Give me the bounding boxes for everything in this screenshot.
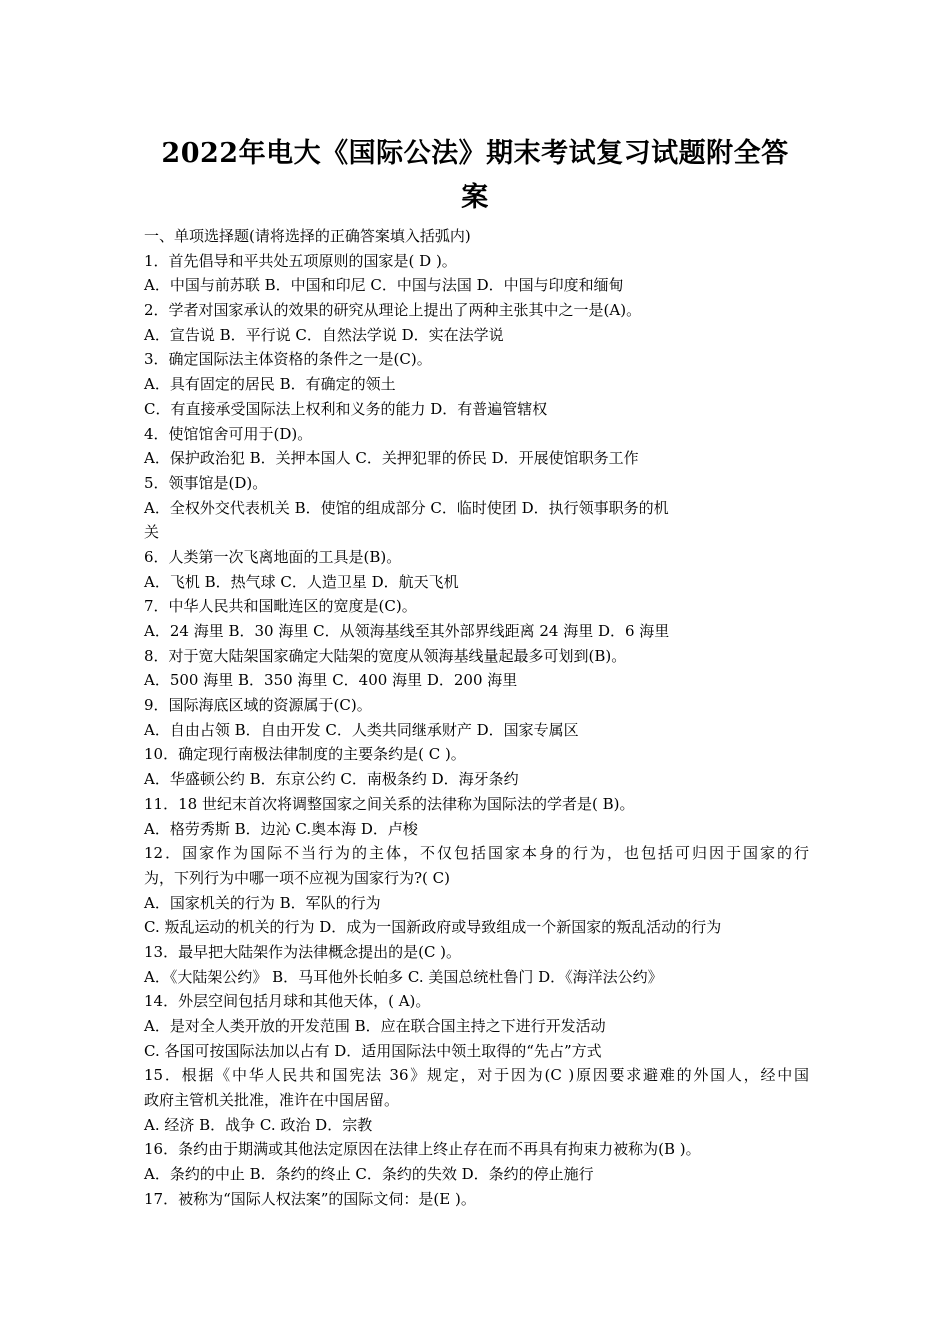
question-13: 13．最早把大陆架作为法律概念提出的是(C )。 — [144, 942, 462, 961]
question-2: 2．学者对国家承认的效果的研究从理论上提出了两种主张其中之一是(A)。 — [144, 301, 642, 320]
question-7-options: A．24 海里 B．30 海里 C．从领海基线至其外部界线距离 24 海里 D．6 海里 — [144, 622, 670, 640]
title-line-1: 2022年电大《国际公法》期末考试复习试题附全答 — [161, 138, 789, 169]
title-line-2: 案 — [461, 182, 489, 213]
question-10: 10．确定现行南极法律制度的主要条约是( C )。 — [144, 745, 466, 764]
question-7: 7．中华人民共和国毗连区的宽度是(C)。 — [144, 597, 417, 616]
question-4-options: A．保护政治犯 B．关押本国人 C．关押犯罪的侨民 D．开展使馆职务工作 — [144, 449, 639, 468]
question-11: 11．18 世纪末首次将调整国家之间关系的法律称为国际法的学者是( B)。 — [144, 794, 635, 813]
question-6: 6．人类第一次飞离地面的工具是(B)。 — [144, 547, 402, 566]
question-9: 9．国际海底区域的资源属于(C)。 — [144, 696, 372, 715]
question-15-cont: 政府主管机关批准，准许在中国居留。 — [144, 1091, 400, 1110]
question-3-options-b: C．有直接承受国际法上权利和义务的能力 D．有普遍管辖权 — [144, 399, 548, 418]
question-12-cont: 为，下列行为中哪一项不应视为国家行为?( C) — [144, 868, 450, 887]
question-3: 3．确定国际法主体资格的条件之一是(C)。 — [144, 350, 432, 369]
question-5-options-cont: 关 — [144, 523, 160, 542]
question-14-options-b: C. 各国可按国际法加以占有 D．适用国际法中领土取得的“先占”方式 — [144, 1041, 602, 1060]
section-heading: 一、单项选择题(请将选择的正确答案填入括弧内) — [144, 227, 471, 245]
document-body — [144, 224, 809, 1212]
question-8: 8．对于宽大陆架国家确定大陆架的宽度从领海基线量起最多可划到(B)。 — [144, 646, 627, 665]
question-5-options: A．全权外交代表机关 B．使馆的组成部分 C．临时使团 D．执行领事职务的机 — [144, 498, 669, 517]
question-1-options: A．中国与前苏联 B．中国和印尼 C．中国与法国 D．中国与印度和缅甸 — [144, 276, 624, 295]
question-12: 12．国家作为国际不当行为的主体，不仅包括国家本身的行为，也包括可归因于国家的行 — [144, 844, 809, 863]
question-10-options: A．华盛顿公约 B．东京公约 C．南极条约 D．海牙条约 — [144, 770, 519, 789]
question-5: 5．领事馆是(D)。 — [144, 473, 268, 492]
question-12-options-b: C. 叛乱运动的机关的行为 D．成为一国新政府或导致组成一个新国家的叛乱活动的行为 — [144, 918, 722, 937]
question-17: 17．被称为“国际人权法案”的国际文伺：是(E )。 — [144, 1189, 476, 1208]
document-title — [140, 132, 810, 220]
question-9-options: A．自由占领 B．自由开发 C．人类共同继承财产 D．国家专属区 — [144, 720, 579, 739]
question-2-options: A．宣告说 B．平行说 C．自然法学说 D．实在法学说 — [144, 325, 504, 344]
question-3-options-a: A．具有固定的居民 B．有确定的领土 — [144, 375, 396, 394]
question-13-options: A．《大陆架公约》 B．马耳他外长帕多 C. 美国总统杜鲁门 D．《海洋法公约》 — [144, 967, 663, 986]
question-12-options-a: A．国家机关的行为 B．军队的行为 — [144, 893, 381, 912]
question-16: 16．条约由于期满或其他法定原因在法律上终止存在而不再具有拘束力被称为(B )。 — [144, 1140, 701, 1159]
question-4: 4．使馆馆舍可用于(D)。 — [144, 424, 313, 443]
question-1: 1．首先倡导和平共处五项原则的国家是( D )。 — [144, 251, 457, 270]
question-16-options: A．条约的中止 B．条约的终止 C．条约的失效 D．条约的停止施行 — [144, 1165, 594, 1184]
question-6-options: A．飞机 B．热气球 C．人造卫星 D．航天飞机 — [144, 572, 459, 591]
question-11-options: A．格劳秀斯 B．边沁 C.奥本海 D．卢梭 — [144, 819, 418, 838]
question-14: 14．外层空间包括月球和其他天体，( A)。 — [144, 992, 431, 1011]
question-15: 15．根据《中华人民共和国宪法 36》规定，对于因为(C )原因要求避难的外国人，经中国 — [144, 1066, 809, 1085]
question-14-options-a: A．是对全人类开放的开发范围 B．应在联合国主持之下进行开发活动 — [144, 1017, 606, 1035]
question-8-options: A．500 海里 B．350 海里 C．400 海里 D．200 海里 — [144, 671, 518, 690]
question-15-options: A. 经济 B．战争 C. 政治 D．宗教 — [144, 1115, 373, 1134]
